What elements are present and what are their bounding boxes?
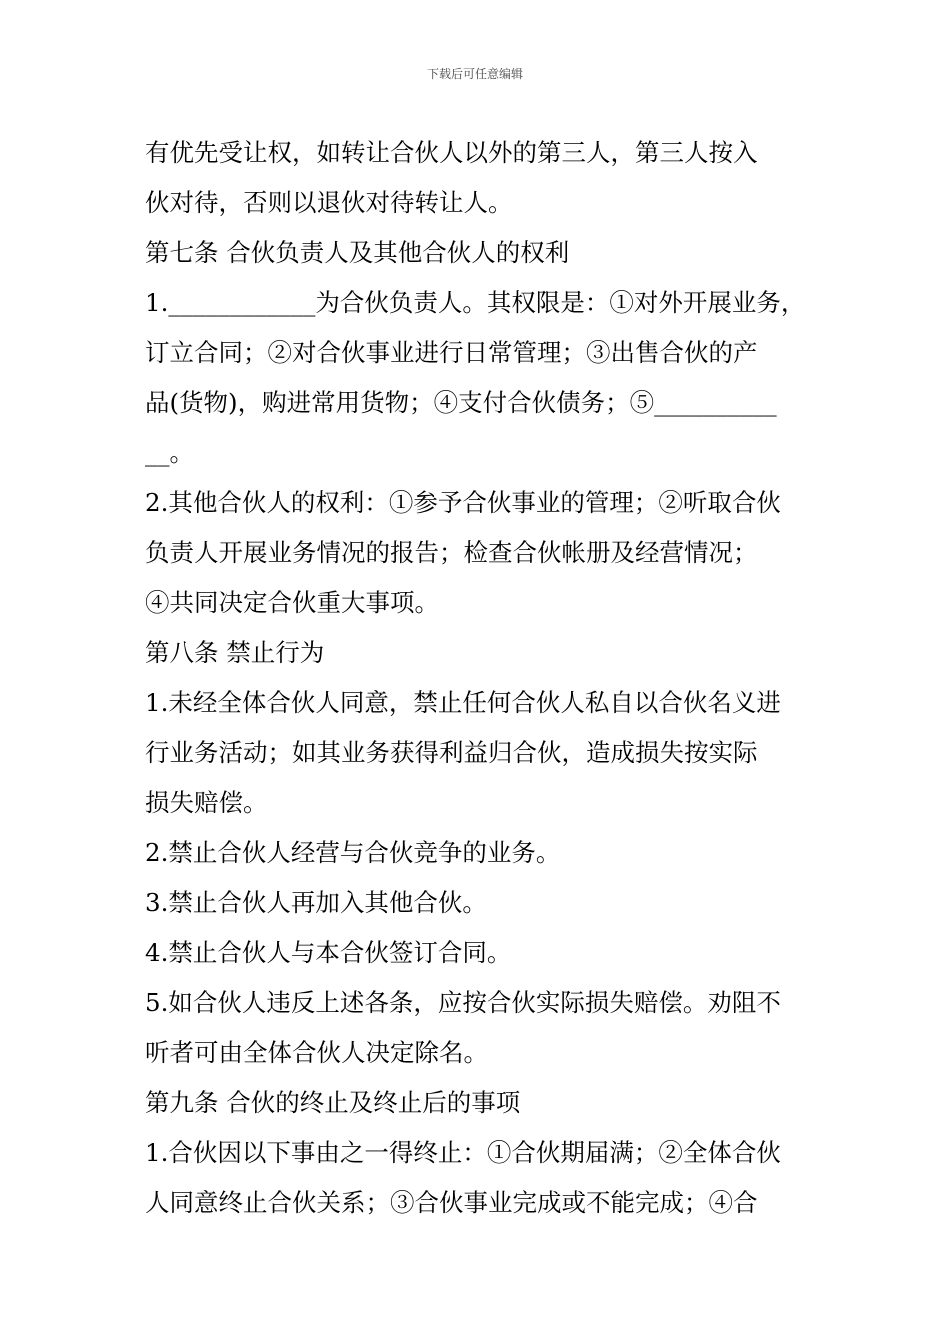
text-line: 行业务活动；如其业务获得利益归合伙，造成损失按实际 xyxy=(145,738,758,767)
document-body xyxy=(145,128,835,1228)
text-line: 有优先受让权，如转让合伙人以外的第三人，第三人按入 xyxy=(145,138,758,167)
text-line: 1.合伙因以下事由之一得终止：①合伙期届满；②全体合伙 xyxy=(145,1138,781,1167)
article-heading-7: 第七条 合伙负责人及其他合伙人的权利 xyxy=(145,238,570,267)
text-line: 2.禁止合伙人经营与合伙竞争的业务。 xyxy=(145,838,561,867)
text-line: 1.____________为合伙负责人。其权限是：①对外开展业务， xyxy=(145,288,806,317)
page-header: 下载后可任意编辑 xyxy=(426,67,523,81)
text-line: 损失赔偿。 xyxy=(145,788,268,817)
text-line: 2.其他合伙人的权利：①参予合伙事业的管理；②听取合伙 xyxy=(145,488,781,517)
text-line: ④共同决定合伙重大事项。 xyxy=(145,588,439,617)
text-line: 听者可由全体合伙人决定除名。 xyxy=(145,1038,488,1067)
text-line: 品(货物)，购进常用货物；④支付合伙债务；⑤__________ xyxy=(145,388,777,417)
text-line: 5.如合伙人违反上述各条，应按合伙实际损失赔偿。劝阻不 xyxy=(145,988,781,1017)
text-line: 3.禁止合伙人再加入其他合伙。 xyxy=(145,888,487,917)
text-line: 4.禁止合伙人与本合伙签订合同。 xyxy=(145,938,512,967)
text-line: 1.未经全体合伙人同意，禁止任何合伙人私自以合伙名义进 xyxy=(145,688,781,717)
text-line: 人同意终止合伙关系；③合伙事业完成或不能完成；④合 xyxy=(145,1188,758,1217)
text-line: __。 xyxy=(145,438,194,467)
text-line: 负责人开展业务情况的报告；检查合伙帐册及经营情况； xyxy=(145,538,758,567)
article-heading-8: 第八条 禁止行为 xyxy=(145,638,325,667)
article-heading-9: 第九条 合伙的终止及终止后的事项 xyxy=(145,1088,521,1117)
text-line: 订立合同；②对合伙事业进行日常管理；③出售合伙的产 xyxy=(145,338,758,367)
text-line: 伙对待，否则以退伙对待转让人。 xyxy=(145,188,513,217)
